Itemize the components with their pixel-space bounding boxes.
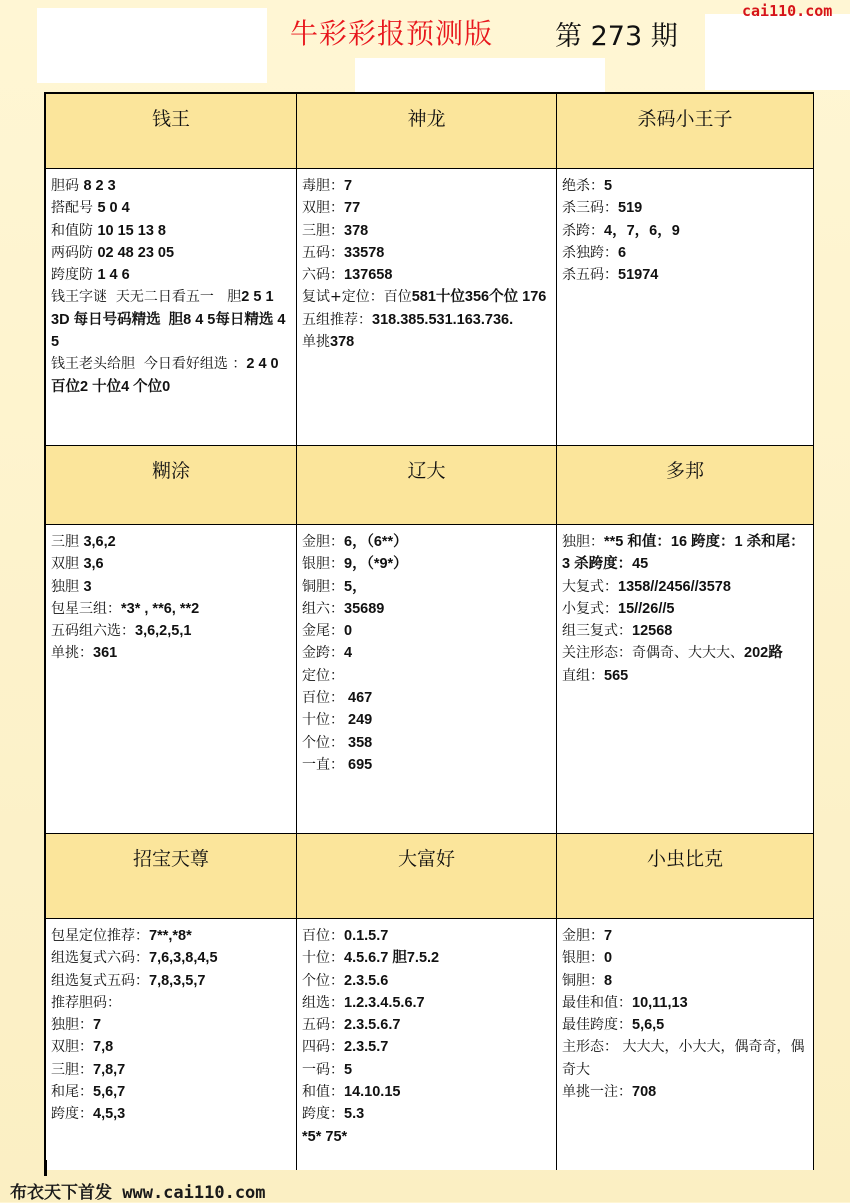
line-label: 个位： — [302, 734, 344, 751]
prediction-line — [302, 576, 552, 598]
prediction-line — [51, 220, 292, 242]
line-value: 5.3 — [344, 1106, 365, 1123]
line-label: 三胆 — [51, 534, 84, 550]
line-label: 定位： — [302, 667, 344, 684]
section-body — [297, 169, 557, 446]
prediction-line — [302, 286, 552, 308]
section-header: 钱王 — [46, 94, 297, 169]
line-label: 金跨： — [302, 645, 344, 662]
line-label: 十位： — [302, 712, 344, 729]
line-value: 7 — [604, 928, 613, 944]
line-value: 4,5,3 — [93, 1106, 126, 1123]
prediction-line — [302, 925, 552, 947]
prediction-line — [562, 620, 809, 642]
section-header: 大富好 — [297, 834, 557, 919]
prediction-line — [302, 970, 552, 992]
line-label: 双胆 — [51, 556, 84, 573]
line-value: *3* , **6, **2 — [121, 600, 200, 617]
line-value: 202路 — [744, 645, 783, 662]
prediction-line — [302, 1126, 552, 1148]
line-value: 467 — [344, 690, 373, 707]
line-label: 推荐胆码： — [51, 994, 121, 1011]
line-value: **5 和值：16 跨度：1 杀和尾：3 杀跨度：45 — [562, 534, 805, 573]
line-label: 包星定位推荐： — [51, 928, 149, 944]
line-label: 复试+定位：百位 — [302, 289, 412, 306]
prediction-line — [562, 264, 809, 286]
prediction-line — [51, 242, 292, 264]
section-body — [557, 169, 814, 446]
line-value: 5 0 4 — [97, 200, 130, 217]
line-label: 双胆： — [51, 1039, 93, 1056]
line-value: 7 — [93, 1017, 102, 1034]
prediction-line — [562, 197, 809, 219]
prediction-line — [51, 1059, 292, 1081]
line-value: 519 — [618, 200, 643, 217]
line-value: 3,6 — [83, 556, 104, 573]
prediction-line — [51, 286, 292, 308]
line-value: 3 — [83, 578, 92, 595]
line-label: 单挑一注： — [562, 1084, 632, 1101]
line-label: 组三复式： — [562, 623, 632, 640]
line-label: 组选复式六码： — [51, 950, 149, 967]
line-value: 10,11,13 — [632, 994, 688, 1011]
prediction-line — [51, 309, 292, 354]
line-label: 独胆： — [562, 534, 604, 550]
line-label: 跨度： — [51, 1106, 93, 1123]
prediction-line — [51, 970, 292, 992]
prediction-line — [302, 175, 552, 197]
line-value: 2.3.5.6.7 — [344, 1017, 401, 1034]
prediction-line — [51, 642, 292, 664]
section-header: 招宝天尊 — [46, 834, 297, 919]
blank-area-right — [705, 14, 850, 90]
line-value: 708 — [632, 1084, 657, 1101]
line-label: 金胆： — [562, 928, 604, 944]
prediction-line — [51, 1036, 292, 1058]
line-label: 百位： — [302, 928, 344, 944]
line-value: 0 — [604, 950, 613, 967]
section-body — [297, 919, 557, 1170]
prediction-line — [51, 531, 292, 553]
section-header: 多邦 — [557, 446, 814, 525]
prediction-line — [302, 947, 552, 969]
line-value: 2 4 0百位2 十位4 个位0 — [51, 356, 279, 395]
line-label: 小复式： — [562, 600, 618, 617]
prediction-line — [51, 576, 292, 598]
line-value: 51974 — [618, 267, 659, 284]
line-value: 77 — [344, 200, 361, 217]
prediction-line — [562, 925, 809, 947]
prediction-line — [562, 531, 809, 576]
prediction-line — [302, 331, 552, 353]
line-value: 695 — [344, 756, 373, 773]
line-label: 金胆： — [302, 534, 344, 550]
prediction-line — [562, 642, 809, 664]
line-value: *5* 75* — [302, 1128, 348, 1145]
line-label: 杀五码： — [562, 267, 618, 284]
line-label: 铜胆： — [302, 578, 344, 595]
line-value: 5 — [344, 1061, 353, 1078]
issue-number: 第 273 期 — [555, 21, 678, 52]
prediction-line — [562, 1036, 809, 1081]
line-label: 单挑 — [302, 334, 330, 351]
line-value: 1 4 6 — [97, 267, 130, 284]
prediction-line — [302, 242, 552, 264]
line-label: 独胆 — [51, 578, 84, 595]
line-value: 8 2 3 — [83, 178, 116, 194]
section-header: 糊涂 — [46, 446, 297, 525]
line-value: 4.5.6.7 胆7.5.2 — [344, 950, 440, 967]
line-label: 单挑： — [51, 645, 93, 662]
prediction-line — [302, 1059, 552, 1081]
line-label: 一直： — [302, 756, 344, 773]
line-value: 3,6,2,5,1 — [135, 623, 192, 640]
line-value: 35689 — [344, 600, 385, 617]
section-body — [297, 525, 557, 834]
blank-area-center — [355, 58, 605, 92]
prediction-line — [51, 1103, 292, 1125]
prediction-line — [302, 754, 552, 776]
line-label: 六码： — [302, 267, 344, 284]
prediction-grid — [44, 92, 814, 1170]
line-value: 378 — [330, 334, 355, 351]
prediction-line — [562, 242, 809, 264]
line-label: 银胆： — [302, 556, 344, 573]
line-label: 杀独跨： — [562, 244, 618, 261]
line-label: 最佳跨度： — [562, 1017, 632, 1034]
line-value: 3,6,2 — [83, 534, 116, 550]
prediction-line — [302, 620, 552, 642]
line-value: 14.10.15 — [344, 1084, 401, 1101]
line-value: 361 — [93, 645, 118, 662]
prediction-line — [562, 220, 809, 242]
section-header: 杀码小王子 — [557, 94, 814, 169]
line-label: 主形态： 大大大，小大大，偶奇奇，偶奇大 — [562, 1039, 805, 1078]
line-value: 2 5 1 — [241, 289, 274, 306]
line-value: 378 — [344, 222, 369, 239]
line-value: 8 — [604, 972, 613, 989]
line-label: 十位： — [302, 950, 344, 967]
line-label: 和值： — [302, 1084, 344, 1101]
prediction-line — [562, 665, 809, 687]
line-label: 杀跨： — [562, 222, 604, 239]
line-label: 铜胆： — [562, 972, 604, 989]
line-value: 318.385.531.163.736. — [372, 311, 514, 328]
prediction-line — [302, 1036, 552, 1058]
prediction-line — [302, 732, 552, 754]
border-stub — [44, 1160, 47, 1176]
line-label: 两码防 — [51, 244, 98, 261]
line-value: 7,8,3,5,7 — [149, 972, 206, 989]
line-value: 137658 — [344, 267, 393, 284]
line-label: 四码： — [302, 1039, 344, 1056]
blank-area-left — [37, 8, 267, 83]
section-body — [46, 919, 297, 1170]
line-label: 胆码 — [51, 178, 84, 194]
line-label: 大复式： — [562, 578, 618, 595]
prediction-line — [51, 947, 292, 969]
prediction-line — [51, 264, 292, 286]
line-value: 15//26//5 — [618, 600, 675, 617]
prediction-line — [302, 1103, 552, 1125]
prediction-line — [562, 947, 809, 969]
line-label: 包星三组： — [51, 600, 121, 617]
line-label: 三胆： — [51, 1061, 93, 1078]
prediction-line — [302, 1081, 552, 1103]
line-value: 581十位356个位 176 — [411, 289, 547, 306]
prediction-line — [302, 309, 552, 331]
line-label: 百位： — [302, 690, 344, 707]
line-label: 跨度： — [302, 1106, 344, 1123]
line-label: 直组： — [562, 667, 604, 684]
line-label: 搭配号 — [51, 200, 98, 217]
line-value: 5,6,7 — [93, 1084, 126, 1101]
line-label: 杀三码： — [562, 200, 618, 217]
line-label: 钱王字谜 天无二日看五一 胆 — [51, 289, 242, 306]
line-value: 7,8,7 — [93, 1061, 126, 1078]
line-label: 五码： — [302, 244, 344, 261]
prediction-line — [302, 687, 552, 709]
line-value: 1358//2456//3578 — [618, 578, 731, 595]
line-value: 5， — [344, 578, 367, 595]
section-body — [557, 525, 814, 834]
prediction-line — [302, 264, 552, 286]
line-label: 毒胆： — [302, 178, 344, 194]
prediction-line — [302, 598, 552, 620]
line-label: 银胆： — [562, 950, 604, 967]
line-label: 金尾： — [302, 623, 344, 640]
prediction-line — [302, 665, 552, 687]
section-header: 辽大 — [297, 446, 557, 525]
line-value: 7,8 — [93, 1039, 114, 1056]
line-label: 跨度防 — [51, 267, 98, 284]
line-value: 6，（6**） — [344, 534, 408, 550]
line-value: 9，（*9*） — [344, 556, 408, 573]
prediction-line — [562, 175, 809, 197]
prediction-line — [302, 1014, 552, 1036]
prediction-line — [51, 1081, 292, 1103]
line-value: 7**,*8* — [149, 928, 192, 944]
prediction-line — [302, 553, 552, 575]
line-value: 3D 每日号码精选 胆8 4 5每日精选 4 5 — [51, 311, 290, 351]
line-label: 个位： — [302, 972, 344, 989]
prediction-line — [51, 992, 292, 1014]
line-label: 独胆： — [51, 1017, 93, 1034]
prediction-line — [51, 1014, 292, 1036]
section-header: 神龙 — [297, 94, 557, 169]
prediction-line — [562, 1014, 809, 1036]
line-value: 7,6,3,8,4,5 — [149, 950, 218, 967]
prediction-line — [562, 992, 809, 1014]
line-label: 和尾： — [51, 1084, 93, 1101]
line-label: 五组推荐： — [302, 311, 372, 328]
line-value: 6 — [618, 244, 627, 261]
line-label: 绝杀： — [562, 178, 604, 194]
prediction-line — [562, 970, 809, 992]
site-watermark: cai110.com — [742, 2, 833, 20]
line-label: 五码： — [302, 1017, 344, 1034]
line-value: 0 — [344, 623, 353, 640]
line-value: 02 48 23 05 — [97, 244, 175, 261]
line-label: 和值防 — [51, 222, 98, 239]
footer-credit: 布衣天下首发 www.cai110.com — [10, 1183, 266, 1203]
prediction-line — [51, 925, 292, 947]
line-label: 关注形态：奇偶奇、大大大、 — [562, 645, 744, 662]
line-label: 组选： — [302, 994, 344, 1011]
line-label: 双胆： — [302, 200, 344, 217]
line-label: 三胆： — [302, 222, 344, 239]
line-value: 2.3.5.7 — [344, 1039, 389, 1056]
line-value: 1.2.3.4.5.6.7 — [344, 994, 425, 1011]
line-value: 4 — [344, 645, 353, 662]
line-value: 0.1.5.7 — [344, 928, 389, 944]
prediction-line — [51, 620, 292, 642]
line-value: 33578 — [344, 244, 385, 261]
line-value: 5,6,5 — [632, 1017, 665, 1034]
prediction-line — [562, 576, 809, 598]
line-label: 组选复式五码： — [51, 972, 149, 989]
section-body — [557, 919, 814, 1170]
prediction-line — [302, 197, 552, 219]
prediction-line — [302, 992, 552, 1014]
line-value: 12568 — [632, 623, 673, 640]
line-value: 7 — [344, 178, 353, 194]
section-body — [46, 525, 297, 834]
line-value: 4，7，6，9 — [604, 222, 680, 239]
line-value: 358 — [344, 734, 373, 751]
prediction-line — [562, 598, 809, 620]
prediction-line — [302, 642, 552, 664]
prediction-line — [302, 531, 552, 553]
line-value: 5 — [604, 178, 613, 194]
line-label: 钱王老头给胆 今日看好组选 ： — [51, 356, 247, 373]
section-body — [46, 169, 297, 446]
line-label: 组六： — [302, 600, 344, 617]
prediction-line — [51, 353, 292, 398]
line-label: 五码组六选： — [51, 623, 135, 640]
line-label: 最佳和值： — [562, 994, 632, 1011]
prediction-line — [302, 220, 552, 242]
prediction-line — [562, 1081, 809, 1103]
line-value: 2.3.5.6 — [344, 972, 389, 989]
prediction-line — [51, 197, 292, 219]
line-value: 249 — [344, 712, 373, 729]
page-title: 牛彩彩报预测版 — [290, 17, 494, 50]
section-header: 小虫比克 — [557, 834, 814, 919]
prediction-line — [51, 598, 292, 620]
line-label: 一码： — [302, 1061, 344, 1078]
line-value: 10 15 13 8 — [97, 222, 166, 239]
prediction-line — [51, 553, 292, 575]
prediction-line — [302, 709, 552, 731]
line-value: 565 — [604, 667, 629, 684]
prediction-line — [51, 175, 292, 197]
